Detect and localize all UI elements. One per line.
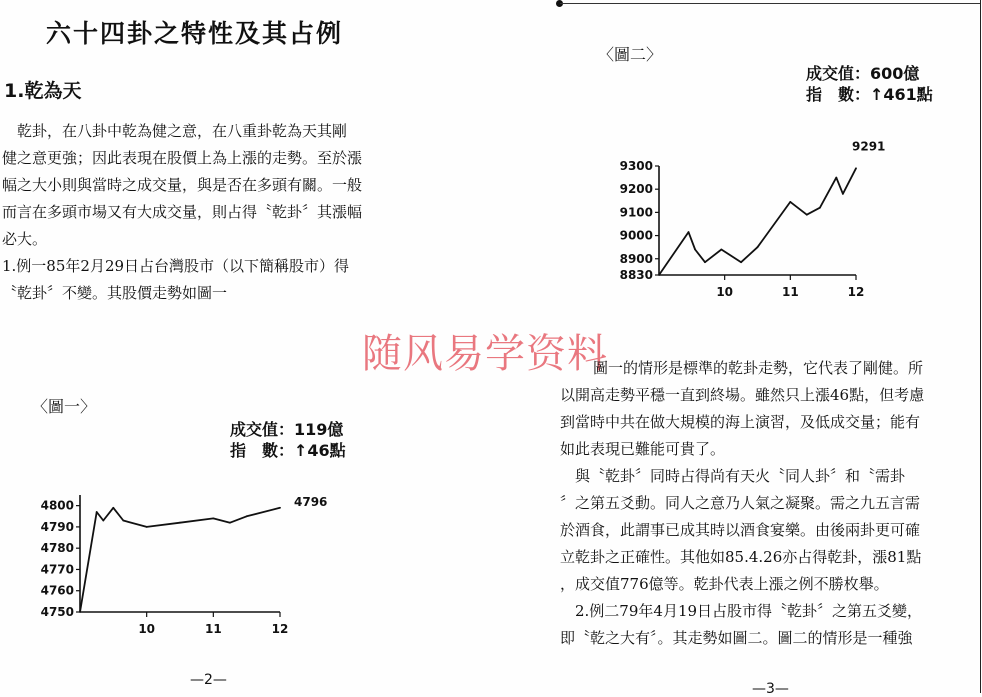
data-point bbox=[842, 193, 844, 195]
data-point bbox=[757, 246, 759, 248]
data-point bbox=[122, 520, 124, 522]
left-line: 幅之大小則與當時之成交量，與是否在多頭有關。一般 bbox=[2, 176, 363, 194]
right-line: ，成交值776億等。乾卦代表上漲之例不勝枚舉。 bbox=[560, 575, 889, 593]
figure1-line-chart bbox=[0, 455, 340, 645]
left-line: 1.例一85年2月29日占台灣股市（以下簡稱股市）得 bbox=[2, 257, 350, 275]
y-tick-label: 8900 bbox=[619, 251, 653, 266]
data-point bbox=[79, 611, 81, 613]
x-tick-label: 10 bbox=[716, 285, 734, 299]
figure1-index: 指 數：↑46點 bbox=[230, 441, 346, 460]
left-line: 乾卦，在八卦中乾為健之意，在八重卦乾為天其剛 bbox=[2, 122, 348, 140]
x-tick-label: 12 bbox=[271, 622, 289, 636]
right-line: 與〝乾卦〞同時占得尚有天火〝同人卦〞和〝需卦 bbox=[560, 467, 906, 485]
x-tick-label: 10 bbox=[138, 622, 156, 636]
y-tick-label: 4790 bbox=[40, 519, 74, 534]
data-point bbox=[658, 274, 660, 276]
data-point bbox=[279, 507, 281, 509]
y-tick-label: 9000 bbox=[619, 228, 653, 243]
data-point bbox=[246, 515, 248, 517]
page-number-right: —3— bbox=[752, 681, 789, 697]
data-point bbox=[694, 249, 696, 251]
data-point bbox=[112, 507, 114, 509]
y-tick-label: 4800 bbox=[40, 498, 74, 513]
data-point bbox=[229, 522, 231, 524]
data-point bbox=[96, 511, 98, 513]
data-point bbox=[704, 261, 706, 263]
data-point bbox=[146, 526, 148, 528]
data-point bbox=[212, 518, 214, 520]
right-line: 圖一的情形是標準的乾卦走勢，它代表了剛健。所 bbox=[593, 359, 924, 377]
figure2-index: 指 數：↑461點 bbox=[806, 85, 933, 104]
data-point bbox=[720, 249, 722, 251]
y-tick-label: 9100 bbox=[619, 205, 653, 220]
data-point bbox=[806, 214, 808, 216]
data-point bbox=[740, 261, 742, 263]
data-point bbox=[855, 167, 857, 169]
y-tick-label: 4760 bbox=[40, 583, 74, 598]
left-line: 〝乾卦〞不變。其股價走勢如圖一 bbox=[2, 284, 228, 302]
right-paragraph bbox=[560, 355, 978, 652]
data-point bbox=[179, 522, 181, 524]
page-edge-divider bbox=[980, 0, 981, 693]
figure2-label: 〈圖二〉 bbox=[598, 45, 663, 64]
left-line: 而言在多頭市場又有大成交量，則占得〝乾卦〞其漲幅 bbox=[2, 203, 363, 221]
figure1-label: 〈圖一〉 bbox=[32, 397, 97, 416]
left-line: 健之意更強；因此表現在股價上為上漲的走勢。至於漲 bbox=[2, 149, 363, 167]
data-point bbox=[819, 207, 821, 209]
page-top-rule bbox=[560, 3, 980, 4]
x-tick-label: 11 bbox=[781, 285, 799, 299]
figure2-line-chart bbox=[600, 118, 900, 308]
right-line: 即〝乾之大有〞。其走勢如圖二。圖二的情形是一種強 bbox=[560, 629, 913, 647]
x-tick-label: 11 bbox=[204, 622, 222, 636]
end-value-label: 9291 bbox=[852, 139, 886, 154]
page-number-left: —2— bbox=[190, 672, 227, 688]
right-line: 如此表現已難能可貴了。 bbox=[560, 440, 726, 458]
watermark-text: 随风易学资料 bbox=[362, 331, 608, 377]
data-point bbox=[789, 201, 791, 203]
right-line: 於酒食，此謂事已成其時以酒食宴樂。由後兩卦更可確 bbox=[560, 521, 921, 539]
right-line: 到當時中共在做大規模的海上演習，及低成交量；能有 bbox=[560, 413, 921, 431]
data-point bbox=[688, 231, 690, 233]
right-line: 〞之第五爻動。同人之意乃人氣之凝聚。需之九五言需 bbox=[560, 494, 921, 512]
end-value-label: 4796 bbox=[294, 494, 328, 509]
y-tick-label: 8830 bbox=[619, 268, 653, 282]
y-tick-label: 9200 bbox=[619, 182, 653, 197]
y-tick-label: 4780 bbox=[40, 541, 74, 556]
series-line bbox=[659, 168, 856, 275]
data-point bbox=[835, 177, 837, 179]
figure1-volume: 成交值：119億 bbox=[230, 420, 344, 439]
section-title: 1.乾為天 bbox=[4, 80, 82, 102]
left-paragraph bbox=[2, 118, 462, 307]
right-line: 立乾卦之正確性。其他如85.4.26亦占得乾卦，漲81點 bbox=[560, 548, 922, 566]
right-line: 2.例二79年4月19日占股市得〝乾卦〞之第五爻變， bbox=[560, 602, 923, 620]
figure2-volume: 成交值：600億 bbox=[806, 64, 920, 83]
y-tick-label: 9300 bbox=[619, 159, 653, 173]
y-tick-label: 4770 bbox=[40, 562, 74, 577]
right-line: 以開高走勢平穩一直到終場。雖然只上漲46點，但考慮 bbox=[560, 386, 925, 404]
x-tick-label: 12 bbox=[847, 285, 865, 299]
data-point bbox=[102, 520, 104, 522]
page-title: 六十四卦之特性及其占例 bbox=[46, 19, 344, 48]
y-tick-label: 4750 bbox=[40, 605, 74, 619]
left-line: 必大。 bbox=[2, 230, 48, 248]
